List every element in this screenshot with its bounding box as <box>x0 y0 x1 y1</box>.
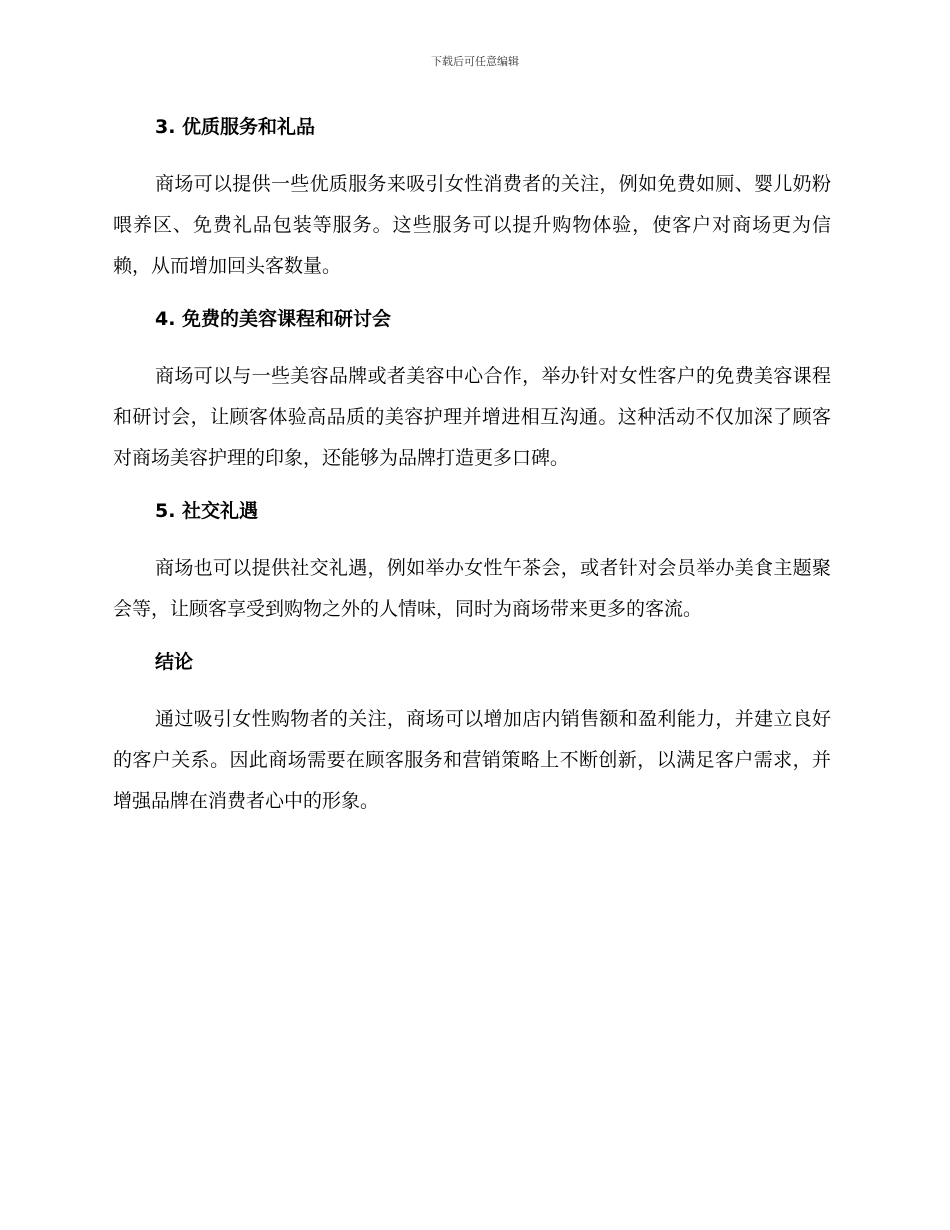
section-paragraph: 商场可以与一些美容品牌或者美容中心合作，举办针对女性客户的免费美容课程和研讨会，让顾客体验高品质的美容护理并增进相互沟通。这种活动不仅加深了顾客对商场美容护理的印象，还能够为品牌打造更多口碑。 <box>113 365 831 469</box>
section-quality-service <box>113 108 831 287</box>
section-paragraph: 通过吸引女性购物者的关注，商场可以增加店内销售额和盈利能力，并建立良好的客户关系。因此商场需要在顾客服务和营销策略上不断创新，以满足客户需求，并增强品牌在消费者心中的形象。 <box>113 708 831 812</box>
document-body <box>113 108 831 835</box>
section-heading: 4. 免费的美容课程和研讨会 <box>155 308 392 330</box>
section-heading: 5. 社交礼遇 <box>155 500 259 522</box>
page-header: 下载后可任意编辑 <box>431 55 519 68</box>
section-beauty-courses <box>113 300 831 479</box>
section-paragraph: 商场也可以提供社交礼遇，例如举办女性午茶会，或者针对会员举办美食主题聚会等，让顾客享受到购物之外的人情味，同时为商场带来更多的客流。 <box>113 557 831 620</box>
section-heading: 结论 <box>155 651 194 673</box>
section-conclusion <box>113 643 831 822</box>
section-paragraph: 商场可以提供一些优质服务来吸引女性消费者的关注，例如免费如厕、婴儿奶粉喂养区、免费礼品包装等服务。这些服务可以提升购物体验，使客户对商场更为信赖，从而增加回头客数量。 <box>113 173 831 277</box>
section-social-perks <box>113 492 831 630</box>
section-heading: 3. 优质服务和礼品 <box>155 116 316 138</box>
